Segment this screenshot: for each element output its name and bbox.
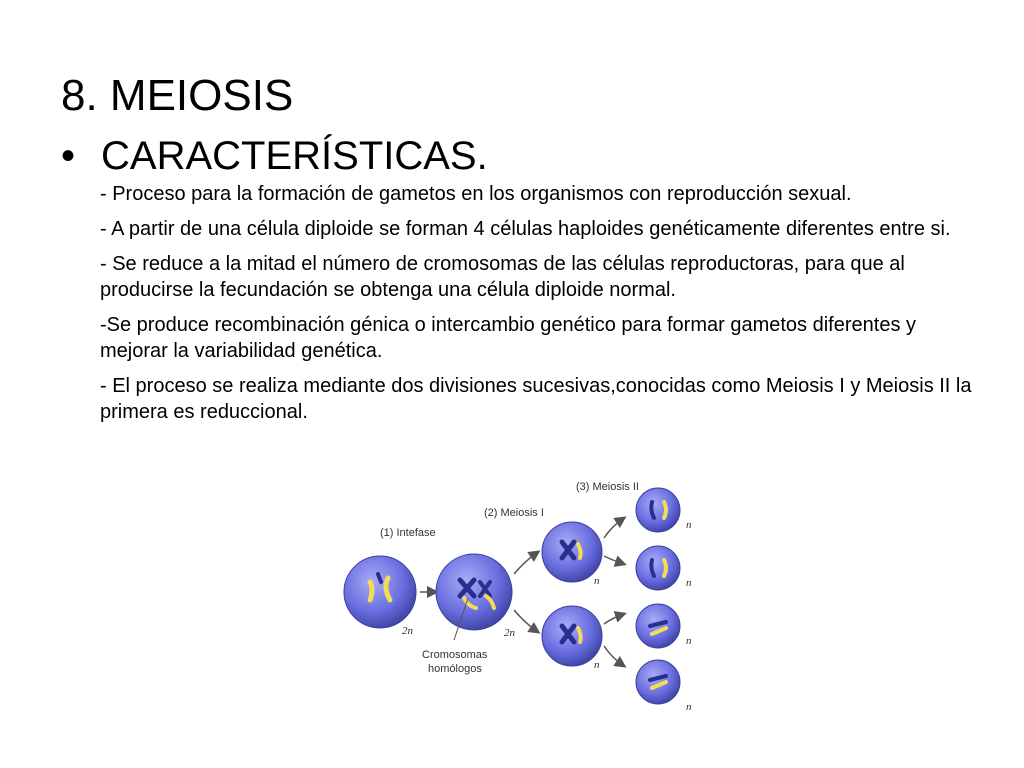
slide-title: 8. MEIOSIS [61, 71, 294, 120]
point-recombination: -Se produce recombinación génica o intercambio genético para formar gametos diferentes y mejorar la variabilidad genética. [100, 314, 916, 362]
point-haploid-cells: - A partir de una célula diploide se forman 4 células haploides genéticamente diferentes entre si. [100, 218, 951, 240]
label-homologs-line2: homólogos [428, 663, 482, 675]
arrow-to-gamete-4 [604, 646, 624, 666]
gamete-cell-2 [636, 546, 680, 590]
label-interfase: (1) Intefase [380, 527, 436, 539]
gamete-cell-3 [636, 604, 680, 648]
ploidy-label-gamete-2: n [686, 577, 692, 589]
bullet-dot-icon: • [61, 134, 76, 178]
arrow-to-upper-daughter [514, 552, 538, 574]
section-heading: CARACTERÍSTICAS. [101, 134, 488, 178]
ploidy-label-interfase: 2n [402, 625, 413, 637]
label-meiosis-1: (2) Meiosis I [484, 507, 544, 519]
ploidy-label-upper: n [594, 575, 600, 587]
cell-daughter-lower [542, 606, 602, 666]
characteristics-list [100, 181, 980, 434]
meiosis-diagram [336, 470, 708, 718]
cell-daughter-upper [542, 522, 602, 582]
cell-meiosis-1 [436, 554, 512, 630]
ploidy-label-gamete-1: n [686, 519, 692, 531]
gamete-cell-4 [636, 660, 680, 704]
ploidy-label-meiosis-1: 2n [504, 627, 515, 639]
gamete-cell-1 [636, 488, 680, 532]
point-gamete-formation: - Proceso para la formación de gametos en los organismos con reproducción sexual. [100, 183, 852, 205]
arrow-to-gamete-1 [604, 518, 624, 538]
label-homologs-line1: Cromosomas [422, 649, 488, 661]
cell-interfase [344, 556, 416, 628]
ploidy-label-gamete-4: n [686, 701, 692, 713]
ploidy-label-lower: n [594, 659, 600, 671]
point-two-divisions: - El proceso se realiza mediante dos divisiones sucesivas,conocidas como Meiosis I y Meiosis II la primera es reduccional. [100, 375, 972, 423]
arrow-to-lower-daughter [514, 610, 538, 632]
arrow-to-gamete-3 [604, 614, 624, 624]
label-meiosis-2: (3) Meiosis II [576, 481, 639, 493]
ploidy-label-gamete-3: n [686, 635, 692, 647]
point-chromosome-reduction: - Se reduce a la mitad el número de cromosomas de las células reproductoras, para que al producirse la fecundación se obtenga una célula diploide normal. [100, 253, 905, 301]
arrow-to-gamete-2 [604, 556, 624, 564]
